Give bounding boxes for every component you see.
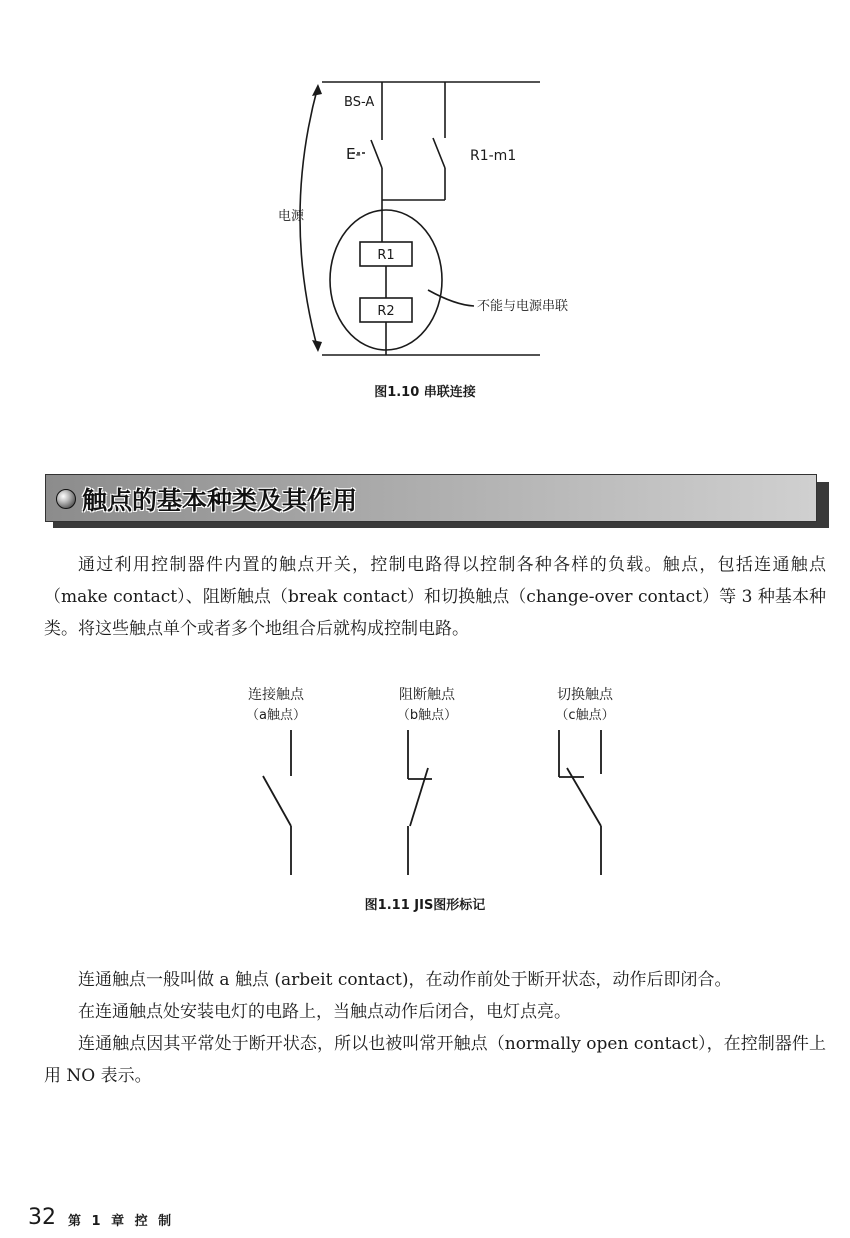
label-power: 电源 xyxy=(278,209,305,224)
contact-b-label: 阻断触点 xyxy=(399,687,455,703)
r1-m1-switch-blade xyxy=(433,138,445,168)
contact-c-sub: （c触点） xyxy=(555,708,615,723)
chapter-label: 第 1 章 控 制 xyxy=(68,1214,172,1229)
figure-1-10-caption: 图1.10 串联连接 xyxy=(374,385,476,400)
page-number: 32 xyxy=(28,1205,56,1230)
contact-a-label: 连接触点 xyxy=(248,687,304,703)
body-text xyxy=(44,964,826,1092)
bullet-icon xyxy=(56,489,76,509)
note-leader xyxy=(428,290,474,306)
contact-b-sub: （b触点） xyxy=(396,708,458,723)
label-e-mark: E- xyxy=(346,145,361,163)
body-paragraph-3: 连通触点因其平常处于断开状态，所以也被叫常开触点（normally open contact），在控制器件上用 NO 表示。 xyxy=(44,1034,826,1086)
changeover-contact-symbol xyxy=(559,730,601,875)
intro-paragraph: 通过利用控制器件内置的触点开关，控制电路得以控制各种各样的负载。触点，包括连通触点（make contact）、阻断触点（break contact）和切换触点（change-over contact）等 3 种基本种类。将这些触点单个或者多个地组合后就构成控制电路。 xyxy=(44,555,826,639)
label-bs-a: BS-A xyxy=(344,95,375,110)
section-title: 触点的基本种类及其作用 xyxy=(82,486,358,515)
section-header xyxy=(45,474,817,522)
figure-1-11-caption: 图1.11 JIS图形标记 xyxy=(364,898,486,913)
body-paragraph-2: 在连通触点处安装电灯的电路上，当触点动作后闭合，电灯点亮。 xyxy=(78,1002,571,1022)
label-r1: R1 xyxy=(377,248,395,263)
contact-c-label: 切换触点 xyxy=(557,687,613,703)
bs-a-switch-blade xyxy=(371,140,382,168)
body-paragraph-1: 连通触点一般叫做 a 触点 (arbeit contact)，在动作前处于断开状态，动作后即闭合。 xyxy=(78,970,732,990)
figure-1-10 xyxy=(0,0,850,380)
label-r1-m1: R1-m1 xyxy=(470,148,517,164)
contact-a-sub: （a触点） xyxy=(246,708,306,723)
label-note: 不能与电源串联 xyxy=(477,299,569,314)
figure-1-11 xyxy=(0,680,850,885)
label-r2: R2 xyxy=(377,304,395,319)
make-contact-symbol xyxy=(263,730,291,875)
break-contact-symbol xyxy=(408,730,432,875)
